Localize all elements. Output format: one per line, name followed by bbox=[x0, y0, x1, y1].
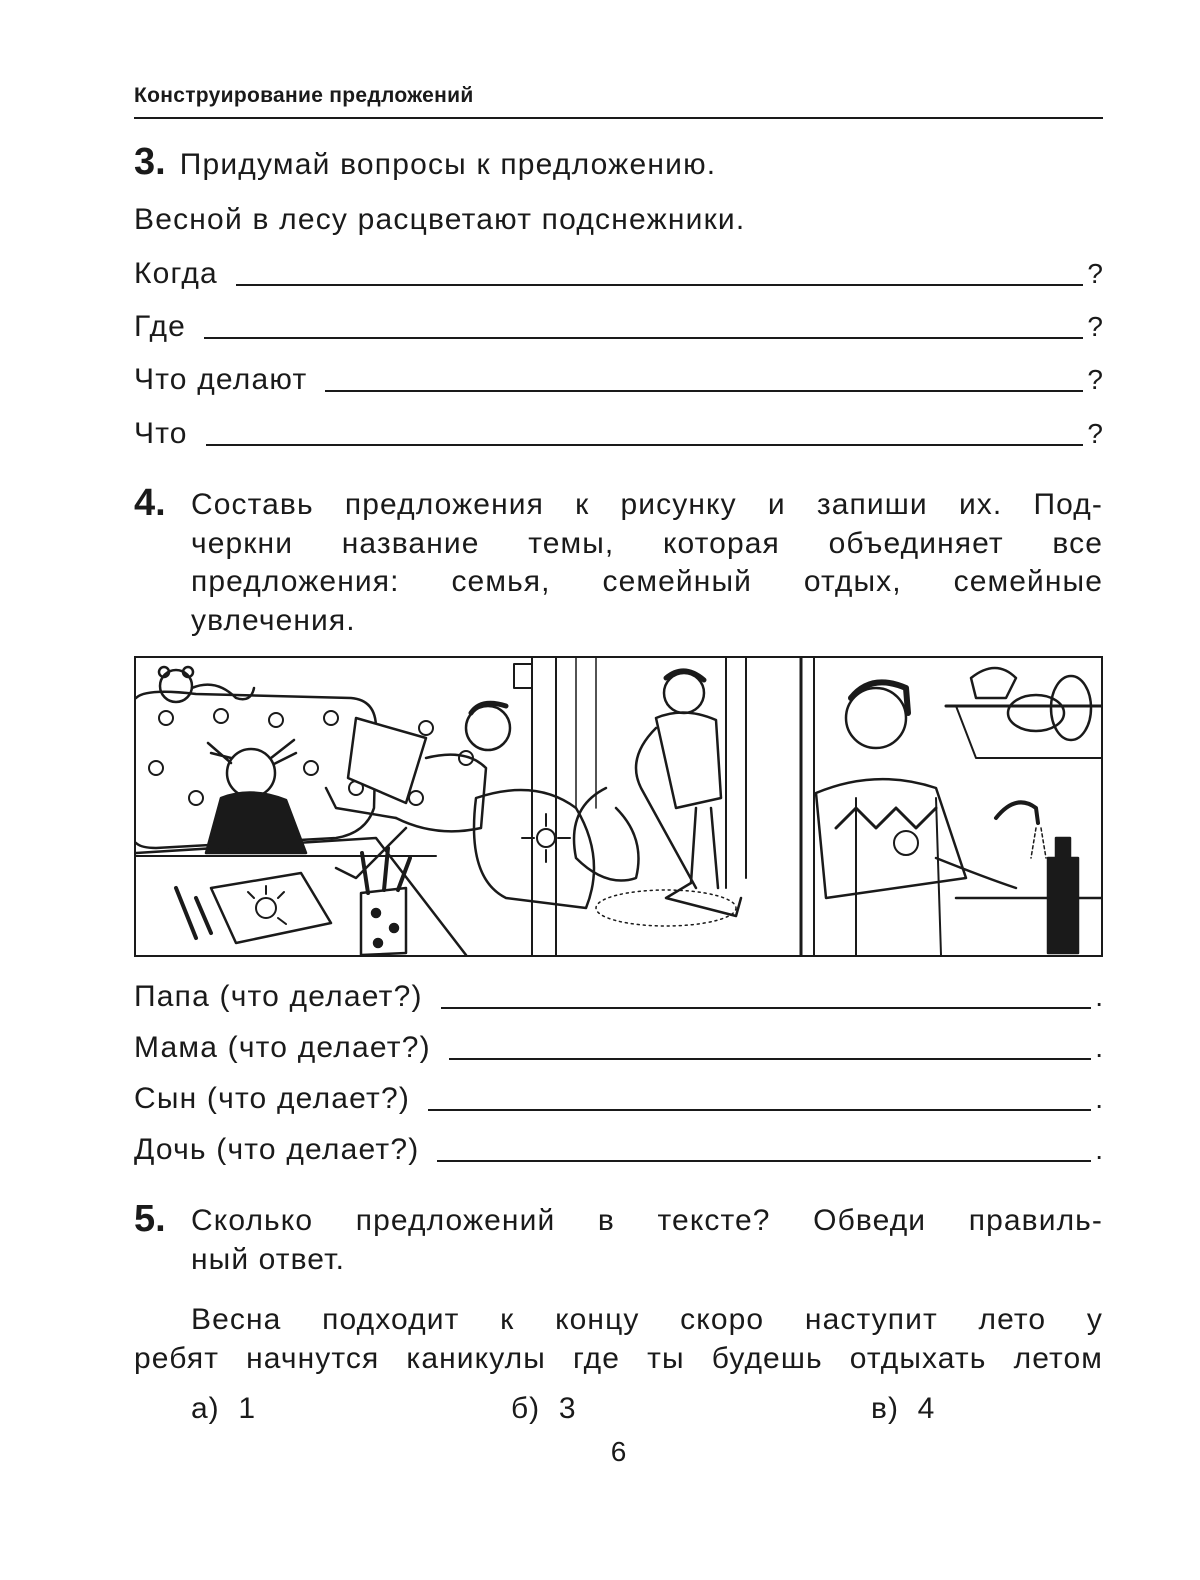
mother bbox=[664, 673, 704, 713]
page-number: 6 bbox=[610, 1436, 627, 1467]
answer-line[interactable] bbox=[437, 1160, 1091, 1162]
section-title: Конструирование предложений bbox=[134, 84, 474, 107]
task-5-instruction bbox=[191, 1202, 1103, 1279]
task-4-answer-row bbox=[134, 1128, 1103, 1168]
instruction-line: Составь предложения к рисунку и запиши их. Под- bbox=[191, 488, 1103, 521]
task-4-answer-row bbox=[134, 975, 1103, 1015]
answer-prompt: Мама (что делает?) bbox=[134, 1031, 431, 1064]
answer-options bbox=[191, 1392, 1091, 1432]
faucet bbox=[996, 802, 1038, 823]
answer-line[interactable] bbox=[206, 444, 1084, 446]
text-line: ребят начнутся каникулы где ты будешь отдыхать летом bbox=[134, 1342, 1103, 1375]
instruction-line: ный ответ. bbox=[191, 1242, 346, 1276]
task-5-text bbox=[134, 1300, 1103, 1378]
workbook-page bbox=[134, 0, 1103, 1580]
task-3-question-row bbox=[134, 358, 1103, 398]
teddy-bear bbox=[160, 670, 192, 702]
family-illustration bbox=[134, 656, 1103, 957]
answer-line[interactable] bbox=[441, 1007, 1092, 1009]
drawing-paper bbox=[211, 873, 331, 943]
instruction-line: увлечения. bbox=[191, 603, 356, 637]
answer-line[interactable] bbox=[428, 1109, 1091, 1111]
mother-dress bbox=[656, 712, 721, 808]
question-mark: ? bbox=[1087, 418, 1103, 449]
header-divider bbox=[134, 117, 1103, 119]
answer-prompt: Дочь (что делает?) bbox=[134, 1133, 420, 1166]
option-b[interactable] bbox=[511, 1392, 577, 1426]
father-arm bbox=[936, 858, 1016, 888]
option-letter: б) bbox=[511, 1392, 541, 1425]
task-4-answer-row bbox=[134, 1026, 1103, 1066]
period-mark: . bbox=[1095, 981, 1103, 1012]
question-label: Что делают bbox=[134, 363, 308, 396]
task-3-sentence: Весной в лесу расцветают подснежники. bbox=[134, 203, 746, 236]
task-3-number: 3. bbox=[134, 141, 166, 183]
question-label: Когда bbox=[134, 257, 218, 290]
question-label: Что bbox=[134, 417, 188, 450]
answer-prompt: Сын (что делает?) bbox=[134, 1082, 411, 1115]
task-4-instruction bbox=[191, 486, 1103, 640]
question-label: Где bbox=[134, 310, 187, 343]
rug bbox=[596, 890, 736, 926]
instruction-line: Сколько предложений в тексте? Обведи правиль- bbox=[191, 1204, 1103, 1237]
question-mark: ? bbox=[1087, 258, 1103, 289]
boy-legs bbox=[326, 788, 406, 878]
girl bbox=[227, 749, 275, 797]
light-switch bbox=[514, 664, 532, 688]
answer-line[interactable] bbox=[204, 337, 1083, 339]
answer-line[interactable] bbox=[236, 284, 1083, 286]
vacuum-nozzle bbox=[666, 883, 741, 916]
text-line: Весна подходит к концу скоро наступит лето у bbox=[191, 1303, 1103, 1336]
armchair bbox=[474, 790, 594, 908]
option-value: 1 bbox=[238, 1392, 257, 1425]
task-3-heading bbox=[134, 141, 717, 183]
task-5-number: 5. bbox=[134, 1198, 166, 1240]
answer-line[interactable] bbox=[325, 390, 1083, 392]
sofa-pattern bbox=[149, 709, 473, 805]
instruction-line: черкни название темы, которая объединяет все bbox=[191, 526, 1103, 560]
kettle bbox=[971, 668, 1016, 698]
bottle bbox=[1048, 858, 1078, 953]
question-mark: ? bbox=[1087, 311, 1103, 342]
mother-arm bbox=[636, 728, 696, 888]
task-3-question-row bbox=[134, 305, 1103, 345]
answer-prompt: Папа (что делает?) bbox=[134, 980, 423, 1013]
vacuum-body bbox=[574, 788, 639, 881]
pencil-cup bbox=[361, 888, 406, 955]
period-mark: . bbox=[1095, 1032, 1103, 1063]
question-mark: ? bbox=[1087, 364, 1103, 395]
option-value: 4 bbox=[917, 1392, 936, 1425]
pencils bbox=[176, 888, 211, 938]
instruction-line: предложения: семья, семейный отдых, семейные bbox=[191, 565, 1103, 598]
task-4-answer-row bbox=[134, 1077, 1103, 1117]
option-c[interactable] bbox=[871, 1392, 935, 1426]
task-3-question-row bbox=[134, 252, 1103, 292]
period-mark: . bbox=[1095, 1134, 1103, 1165]
option-letter: а) bbox=[191, 1392, 220, 1425]
task-3-question-row bbox=[134, 412, 1103, 452]
option-value: 3 bbox=[558, 1392, 577, 1425]
task-4-number: 4. bbox=[134, 482, 166, 524]
section-header bbox=[134, 84, 1103, 108]
answer-line[interactable] bbox=[449, 1058, 1091, 1060]
option-letter: в) bbox=[871, 1392, 899, 1425]
period-mark: . bbox=[1095, 1083, 1103, 1114]
father-sweater bbox=[816, 779, 966, 898]
option-a[interactable] bbox=[191, 1392, 256, 1426]
task-3-instruction: Придумай вопросы к предложению. bbox=[179, 148, 717, 181]
